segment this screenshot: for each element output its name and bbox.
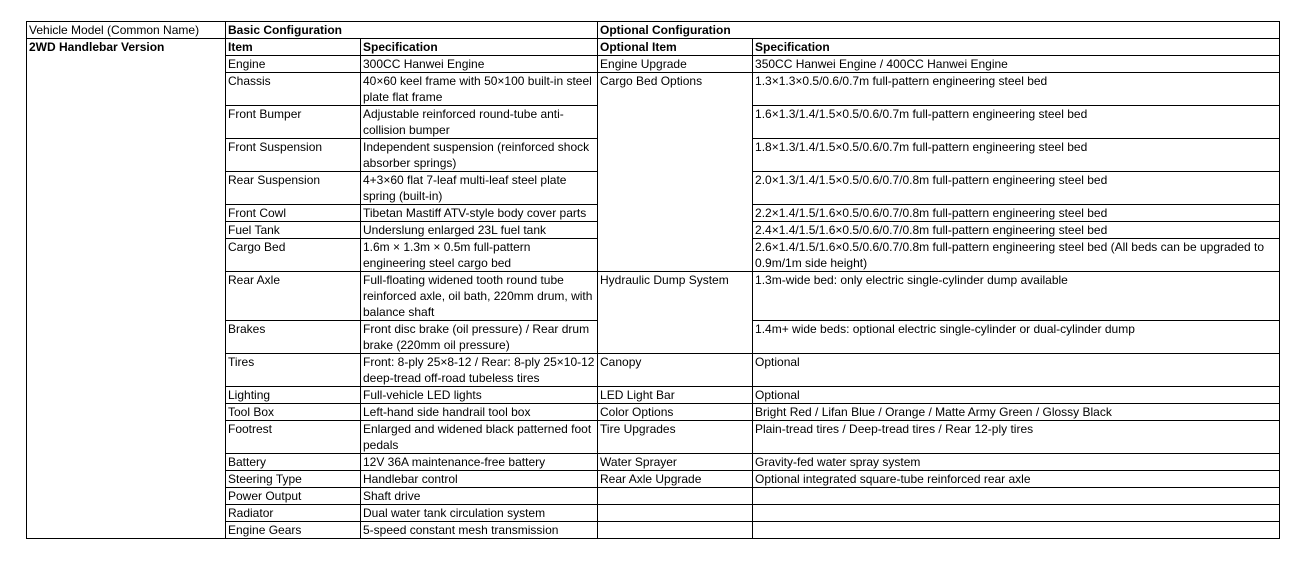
- basic-spec-cell: 300CC Hanwei Engine: [361, 56, 598, 73]
- basic-spec-cell: 4+3×60 flat 7-leaf multi-leaf steel plate spring (built-in): [361, 172, 598, 205]
- optional-spec-cell: Plain-tread tires / Deep-tread tires / Rear 12-ply tires: [753, 421, 1280, 454]
- empty-cell: [753, 505, 1280, 522]
- basic-spec-cell: Full-vehicle LED lights: [361, 387, 598, 404]
- basic-item-cell: Front Suspension: [226, 139, 361, 172]
- basic-configuration-header: Basic Configuration: [226, 22, 598, 39]
- optional-item-column-header: Optional Item: [598, 39, 753, 56]
- optional-item-cell: Canopy: [598, 354, 753, 387]
- empty-cell: [598, 505, 753, 522]
- optional-spec-cell: 350CC Hanwei Engine / 400CC Hanwei Engine: [753, 56, 1280, 73]
- basic-item-cell: Engine: [226, 56, 361, 73]
- basic-item-cell: Cargo Bed: [226, 239, 361, 272]
- basic-spec-cell: Underslung enlarged 23L fuel tank: [361, 222, 598, 239]
- configuration-table: [26, 21, 1280, 539]
- optional-item-cell: Color Options: [598, 404, 753, 421]
- optional-spec-cell: 2.6×1.4/1.5/1.6×0.5/0.6/0.7/0.8m full-pattern engineering steel bed (All beds can be upgraded to 0.9m/1m side height): [753, 239, 1280, 272]
- optional-spec-cell: 1.6×1.3/1.4/1.5×0.5/0.6/0.7m full-pattern engineering steel bed: [753, 106, 1280, 139]
- basic-spec-cell: Dual water tank circulation system: [361, 505, 598, 522]
- basic-item-cell: Lighting: [226, 387, 361, 404]
- basic-spec-cell: 12V 36A maintenance-free battery: [361, 454, 598, 471]
- specification-column-header: Specification: [361, 39, 598, 56]
- model-column-header: Vehicle Model (Common Name): [27, 22, 226, 39]
- basic-item-cell: Rear Suspension: [226, 172, 361, 205]
- empty-cell: [598, 488, 753, 505]
- basic-item-cell: Front Cowl: [226, 205, 361, 222]
- subheader-row: [27, 39, 1280, 56]
- basic-spec-cell: Handlebar control: [361, 471, 598, 488]
- basic-item-cell: Tool Box: [226, 404, 361, 421]
- optional-spec-cell: Optional: [753, 354, 1280, 387]
- empty-cell: [598, 522, 753, 539]
- basic-spec-cell: Enlarged and widened black patterned foot pedals: [361, 421, 598, 454]
- basic-spec-cell: Front: 8-ply 25×8-12 / Rear: 8-ply 25×10-12 deep-tread off-road tubeless tires: [361, 354, 598, 387]
- cargo-bed-options-cell: Cargo Bed Options: [598, 73, 753, 272]
- optional-item-cell: LED Light Bar: [598, 387, 753, 404]
- basic-item-cell: Brakes: [226, 321, 361, 354]
- basic-item-cell: Footrest: [226, 421, 361, 454]
- basic-item-cell: Rear Axle: [226, 272, 361, 321]
- basic-item-cell: Engine Gears: [226, 522, 361, 539]
- basic-item-cell: Tires: [226, 354, 361, 387]
- basic-item-cell: Steering Type: [226, 471, 361, 488]
- basic-item-cell: Radiator: [226, 505, 361, 522]
- basic-spec-cell: Independent suspension (reinforced shock absorber springs): [361, 139, 598, 172]
- optional-spec-cell: 1.3m-wide bed: only electric single-cylinder dump available: [753, 272, 1280, 321]
- empty-cell: [753, 488, 1280, 505]
- optional-item-cell: Rear Axle Upgrade: [598, 471, 753, 488]
- basic-spec-cell: 5-speed constant mesh transmission: [361, 522, 598, 539]
- basic-spec-cell: 1.6m × 1.3m × 0.5m full-pattern engineering steel cargo bed: [361, 239, 598, 272]
- item-column-header: Item: [226, 39, 361, 56]
- basic-item-cell: Power Output: [226, 488, 361, 505]
- basic-item-cell: Fuel Tank: [226, 222, 361, 239]
- basic-spec-cell: Adjustable reinforced round-tube anti-collision bumper: [361, 106, 598, 139]
- optional-spec-cell: 1.8×1.3/1.4/1.5×0.5/0.6/0.7m full-pattern engineering steel bed: [753, 139, 1280, 172]
- hydraulic-dump-cell: Hydraulic Dump System: [598, 272, 753, 354]
- basic-spec-cell: Front disc brake (oil pressure) / Rear drum brake (220mm oil pressure): [361, 321, 598, 354]
- header-row: [27, 22, 1280, 39]
- optional-spec-cell: 2.0×1.3/1.4/1.5×0.5/0.6/0.7/0.8m full-pattern engineering steel bed: [753, 172, 1280, 205]
- basic-spec-cell: Full-floating widened tooth round tube reinforced axle, oil bath, 220mm drum, with balance shaft: [361, 272, 598, 321]
- optional-spec-cell: 2.4×1.4/1.5/1.6×0.5/0.6/0.7/0.8m full-pattern engineering steel bed: [753, 222, 1280, 239]
- optional-spec-cell: 2.2×1.4/1.5/1.6×0.5/0.6/0.7/0.8m full-pattern engineering steel bed: [753, 205, 1280, 222]
- basic-spec-cell: Shaft drive: [361, 488, 598, 505]
- optional-spec-cell: 1.3×1.3×0.5/0.6/0.7m full-pattern engineering steel bed: [753, 73, 1280, 106]
- optional-configuration-header: Optional Configuration: [598, 22, 1280, 39]
- optional-spec-cell: 1.4m+ wide beds: optional electric single-cylinder or dual-cylinder dump: [753, 321, 1280, 354]
- optional-item-cell: Tire Upgrades: [598, 421, 753, 454]
- optional-spec-cell: Gravity-fed water spray system: [753, 454, 1280, 471]
- optional-item-cell: Engine Upgrade: [598, 56, 753, 73]
- optional-spec-cell: Optional integrated square-tube reinforced rear axle: [753, 471, 1280, 488]
- optional-spec-cell: Bright Red / Lifan Blue / Orange / Matte Army Green / Glossy Black: [753, 404, 1280, 421]
- basic-spec-cell: Tibetan Mastiff ATV-style body cover parts: [361, 205, 598, 222]
- optional-item-cell: Water Sprayer: [598, 454, 753, 471]
- model-name-cell: 2WD Handlebar Version: [27, 39, 226, 539]
- basic-item-cell: Front Bumper: [226, 106, 361, 139]
- empty-cell: [753, 522, 1280, 539]
- optional-specification-column-header: Specification: [753, 39, 1280, 56]
- basic-spec-cell: Left-hand side handrail tool box: [361, 404, 598, 421]
- basic-item-cell: Battery: [226, 454, 361, 471]
- basic-spec-cell: 40×60 keel frame with 50×100 built-in steel plate flat frame: [361, 73, 598, 106]
- basic-item-cell: Chassis: [226, 73, 361, 106]
- optional-spec-cell: Optional: [753, 387, 1280, 404]
